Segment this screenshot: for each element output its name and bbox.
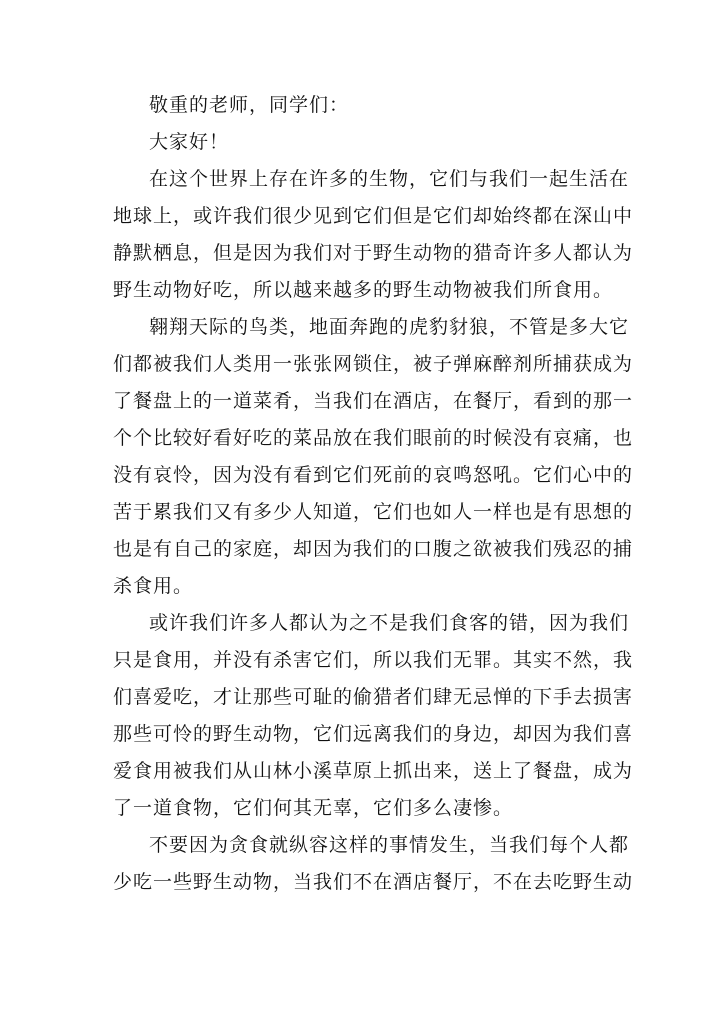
paragraph-line: 爱食用被我们从山林小溪草原上抓出来，送上了餐盘，成为	[113, 760, 634, 782]
paragraph-line: 或许我们许多人都认为之不是我们食客的错，因为我们	[149, 612, 630, 634]
greeting: 敬重的老师，同学们：	[149, 94, 350, 116]
paragraph-line: 在这个世界上存在许多的生物，它们与我们一起生活在	[149, 168, 630, 190]
paragraph-line: 野生动物好吃，所以越来越多的野生动物被我们所食用。	[113, 279, 614, 301]
paragraph-line: 少吃一些野生动物，当我们不在酒店餐厅，不在去吃野生动	[113, 871, 634, 893]
paragraph-4	[113, 827, 634, 901]
paragraph-line: 不要因为贪食就纵容这样的事情发生，当我们每个人都	[149, 834, 630, 856]
paragraph-line: 没有哀怜，因为没有看到它们死前的哀鸣怒吼。它们心中的	[113, 464, 634, 486]
paragraph-line: 个个比较好看好吃的菜品放在我们眼前的时候没有哀痛，也	[113, 427, 634, 449]
paragraph-line: 们都被我们人类用一张张网锁住，被子弹麻醉剂所捕获成为	[113, 353, 634, 375]
paragraph-line: 杀食用。	[113, 575, 194, 597]
paragraph-3	[113, 605, 634, 827]
paragraph-line: 苦于累我们又有多少人知道，它们也如人一样也是有思想的	[113, 501, 634, 523]
paragraph-line: 静默栖息，但是因为我们对于野生动物的猎奇许多人都认为	[113, 242, 634, 264]
paragraph-line: 只是食用，并没有杀害它们，所以我们无罪。其实不然，我	[113, 649, 634, 671]
speech-text	[113, 87, 634, 901]
paragraph-line: 们喜爱吃，才让那些可耻的偷猎者们肆无忌惮的下手去损害	[113, 686, 634, 708]
paragraph-2	[113, 309, 634, 605]
paragraph-line: 那些可怜的野生动物，它们远离我们的身边，却因为我们喜	[113, 723, 634, 745]
salutation: 大家好！	[149, 131, 230, 153]
paragraph-line: 了餐盘上的一道菜肴，当我们在酒店，在餐厅，看到的那一	[113, 390, 634, 412]
paragraph-1	[113, 161, 634, 309]
paragraph-line: 地球上，或许我们很少见到它们但是它们却始终都在深山中	[113, 205, 634, 227]
paragraph-line: 翱翔天际的鸟类，地面奔跑的虎豹豺狼，不管是多大它	[149, 316, 630, 338]
paragraph-line: 了一道食物，它们何其无辜，它们多么凄惨。	[113, 797, 514, 819]
paragraph-line: 也是有自己的家庭，却因为我们的口腹之欲被我们残忍的捕	[113, 538, 634, 560]
